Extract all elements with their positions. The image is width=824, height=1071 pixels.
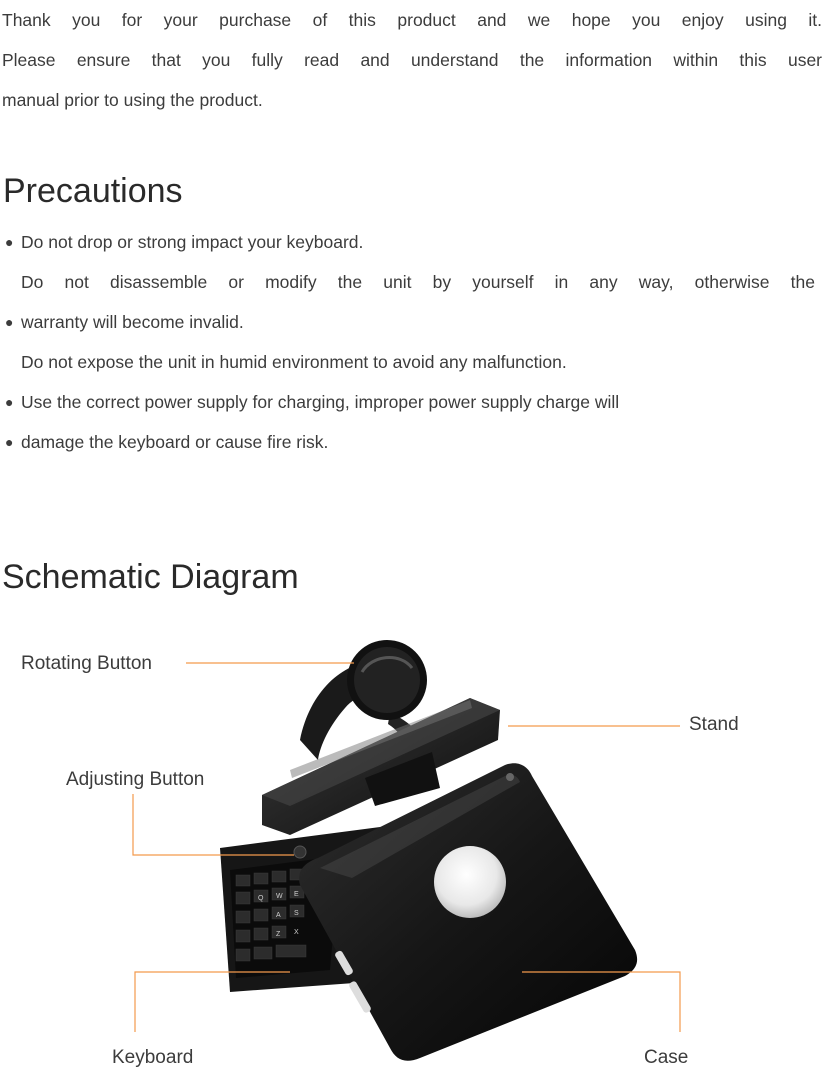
precaution-text: damage the keyboard or cause fire risk. [21,432,329,452]
bullet-icon: ● [5,234,14,250]
precaution-row [5,306,815,346]
rotating-button-part [347,640,427,720]
case-label: Case [644,1047,689,1068]
bullet-icon: ● [5,314,14,330]
intro-line-1: Thank you for your purchase of this product and we hope you enjoy using it. [2,10,822,30]
schematic-diagram [0,620,824,1071]
intro-line-3: manual prior to using the product. [2,90,263,110]
key-label: S [294,910,299,917]
adjusting-button-label: Adjusting Button [66,769,205,790]
precaution-row [5,266,815,306]
bullet-icon: ● [5,394,14,410]
precaution-text: Do not disassemble or modify the unit by yourself in any way, otherwise the [21,272,815,292]
case-part [299,763,637,1061]
precaution-text: Do not drop or strong impact your keyboard. [21,232,364,252]
keyboard-label: Keyboard [112,1047,194,1068]
key-label: Z [276,931,281,938]
schematic-heading: Schematic Diagram [2,558,299,596]
adjusting-button-part [294,846,306,858]
key-label: E [294,891,299,898]
key-label: Q [258,895,264,902]
precaution-row [5,426,815,466]
precaution-text: Use the correct power supply for charging, improper power supply charge will [21,392,620,412]
precaution-row [5,346,815,386]
intro-line-2: Please ensure that you fully read and understand the information within this user [2,50,822,70]
precaution-text: Do not expose the unit in humid environment to avoid any malfunction. [21,352,567,372]
intro-paragraph [2,0,822,120]
product-illustration [0,620,824,1071]
bullet-icon: ● [5,434,14,450]
precaution-row [5,386,815,426]
key-label: A [276,912,281,919]
stand-label: Stand [689,714,739,735]
key-label: W [276,893,283,900]
rotating-button-label: Rotating Button [21,653,152,674]
precaution-text: warranty will become invalid. [21,312,244,332]
precautions-heading: Precautions [3,172,183,210]
key-label: X [294,929,299,936]
precautions-list [5,226,815,466]
precaution-row [5,226,815,266]
